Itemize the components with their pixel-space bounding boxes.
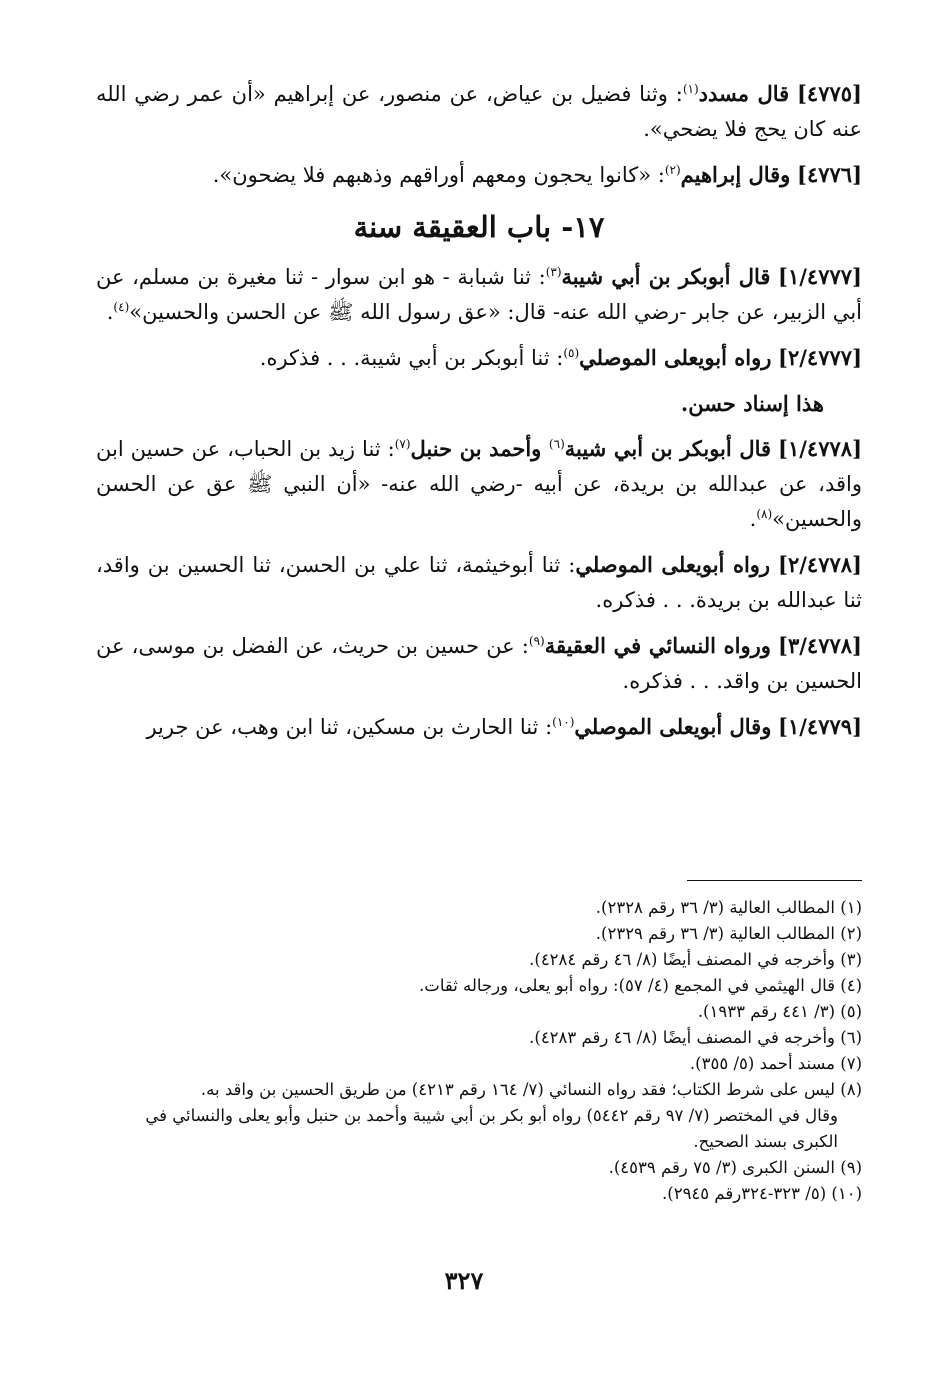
hadith-number: [١/٤٧٧٧] — [778, 264, 862, 289]
narrator: رواه أبويعلى الموصلي — [575, 552, 771, 577]
page-number: ٣٢٧ — [444, 1266, 484, 1295]
footnote-7: (٧) مسند أحمد (٥/ ٣٥٥). — [689, 1054, 862, 1073]
main-text — [96, 76, 862, 755]
footnote-ref: (٦) — [548, 437, 565, 451]
hadith-number: [٢/٤٧٧٧] — [778, 345, 862, 370]
footnote-ref: (٢) — [664, 163, 681, 177]
footnotes — [96, 895, 862, 1207]
footnote-ref: (٣) — [545, 265, 562, 279]
footnote-1: (١) المطالب العالية (٣/ ٣٦ رقم ٢٣٢٨). — [595, 898, 862, 917]
narrator: ورواه النسائي في العقيقة — [544, 633, 771, 658]
hadith-text: : ثنا زيد بن الحباب، عن حسين ابن واقد، عن عبدالله بن بريدة، عن أبيه -رضي الله عنه- «أن النبي ﷺ عق عن الحسن والحسين» — [96, 437, 862, 531]
narrator: رواه أبويعلى الموصلي — [579, 345, 772, 370]
narrator: قال أبوبكر بن أبي شيبة — [564, 436, 772, 461]
footnote-ref: (٥) — [563, 346, 580, 360]
chapter-heading: ١٧- باب العقيقة سنة — [353, 210, 605, 244]
footnote-4: (٤) قال الهيثمي في المجمع (٤/ ٥٧): رواه أبو يعلى، ورجاله ثقات. — [419, 976, 862, 995]
hadith-end: . — [749, 507, 757, 531]
hadith-4778-1 — [96, 431, 862, 537]
footnote-ref: (٤) — [113, 300, 130, 314]
hadith-number: [٣/٤٧٧٨] — [778, 633, 862, 658]
hadith-text: : عن حسين بن حريث، عن الفضل بن موسى، عن الحسين بن واقد. . . فذكره. — [96, 634, 862, 693]
hadith-text: : وثنا فضيل بن عياض، عن منصور، عن إبراهيم «أن عمر رضي الله عنه كان يحج فلا يضحي». — [96, 82, 862, 141]
hadith-text: : «كانوا يحجون ومعهم أوراقهم وذهبهم فلا يضحون». — [212, 163, 665, 187]
hadith-number: [١/٤٧٧٨] — [778, 436, 862, 461]
footnote-8: (٨) ليس على شرط الكتاب؛ فقد رواه النسائي (٧/ ١٦٤ رقم ٤٢١٣) من طريق الحسين بن واقد به. — [200, 1080, 862, 1099]
hadith-number: [٢/٤٧٧٨] — [778, 552, 862, 577]
footnote-5: (٥) (٣/ ٤٤١ رقم ١٩٣٣). — [697, 1002, 862, 1021]
hadith-4776 — [96, 157, 862, 193]
hadith-text: : ثنا الحارث بن مسكين، ثنا ابن وهب، عن جرير — [146, 715, 553, 739]
footnote-divider — [687, 880, 862, 881]
hadith-4778-3 — [96, 628, 862, 699]
footnote-3: (٣) وأخرجه في المصنف أيضًا (٨/ ٤٦ رقم ٤٢٨٤). — [529, 950, 862, 969]
footnote-10: (١٠) (٥/ ٣٢٣-٣٢٤رقم ٢٩٤٥). — [662, 1184, 862, 1203]
footnote-6: (٦) وأخرجه في المصنف أيضًا (٨/ ٤٦ رقم ٤٢٨٣). — [529, 1028, 862, 1047]
footnote-ref: (٨) — [756, 507, 773, 521]
footnote-8-continuation: وقال في المختصر (٧/ ٩٧ رقم ٥٤٤٢) رواه أبو بكر بن أبي شيبة وأحمد بن حنبل وأبو يعلى والنسائي في الكبرى بسند الصحيح. — [145, 1106, 838, 1151]
narrator: وقال أبويعلى الموصلي — [574, 714, 772, 739]
footnote-ref: (٩) — [528, 634, 545, 648]
hadith-text: : ثنا أبوبكر بن أبي شيبة. . . فذكره. — [259, 346, 564, 370]
hadith-4777-1 — [96, 259, 862, 330]
footnote-ref: (١) — [682, 82, 699, 96]
hadith-number: [١/٤٧٧٩] — [778, 714, 862, 739]
narrator: وقال إبراهيم — [680, 162, 791, 187]
footnote-8-continued — [96, 1103, 862, 1155]
footnote-ref: (٧) — [394, 437, 411, 451]
footnote-9: (٩) السنن الكبرى (٣/ ٧٥ رقم ٤٥٣٩). — [608, 1158, 862, 1177]
hadith-4775 — [96, 76, 862, 147]
narrator-2: وأحمد بن حنبل — [410, 436, 549, 461]
hadith-4779-1 — [96, 709, 862, 745]
hadith-text: : ثنا شبابة - هو ابن سوار - ثنا مغيرة بن مسلم، عن أبي الزبير، عن جابر -رضي الله عنه- قال: «عق رسول الله ﷺ عن الحسن والحسين» — [96, 265, 862, 324]
hadith-text: : ثنا أبوخيثمة، ثنا علي بن الحسن، ثنا الحسين بن واقد، ثنا عبدالله بن بريدة. . . فذكره. — [96, 553, 862, 612]
hadith-4777-2 — [96, 340, 862, 376]
narrator: قال مسدد — [698, 81, 790, 106]
hadith-4778-2 — [96, 547, 862, 618]
grading-note: هذا إسناد حسن. — [680, 391, 824, 416]
narrator: قال أبوبكر بن أبي شيبة — [561, 264, 771, 289]
footnote-ref: (١٠) — [552, 715, 575, 729]
footnote-2: (٢) المطالب العالية (٣/ ٣٦ رقم ٢٣٢٩). — [595, 924, 862, 943]
hadith-number: [٤٧٧٥] — [796, 81, 862, 106]
hadith-number: [٤٧٧٦] — [797, 162, 862, 187]
hadith-end: . — [106, 300, 114, 324]
